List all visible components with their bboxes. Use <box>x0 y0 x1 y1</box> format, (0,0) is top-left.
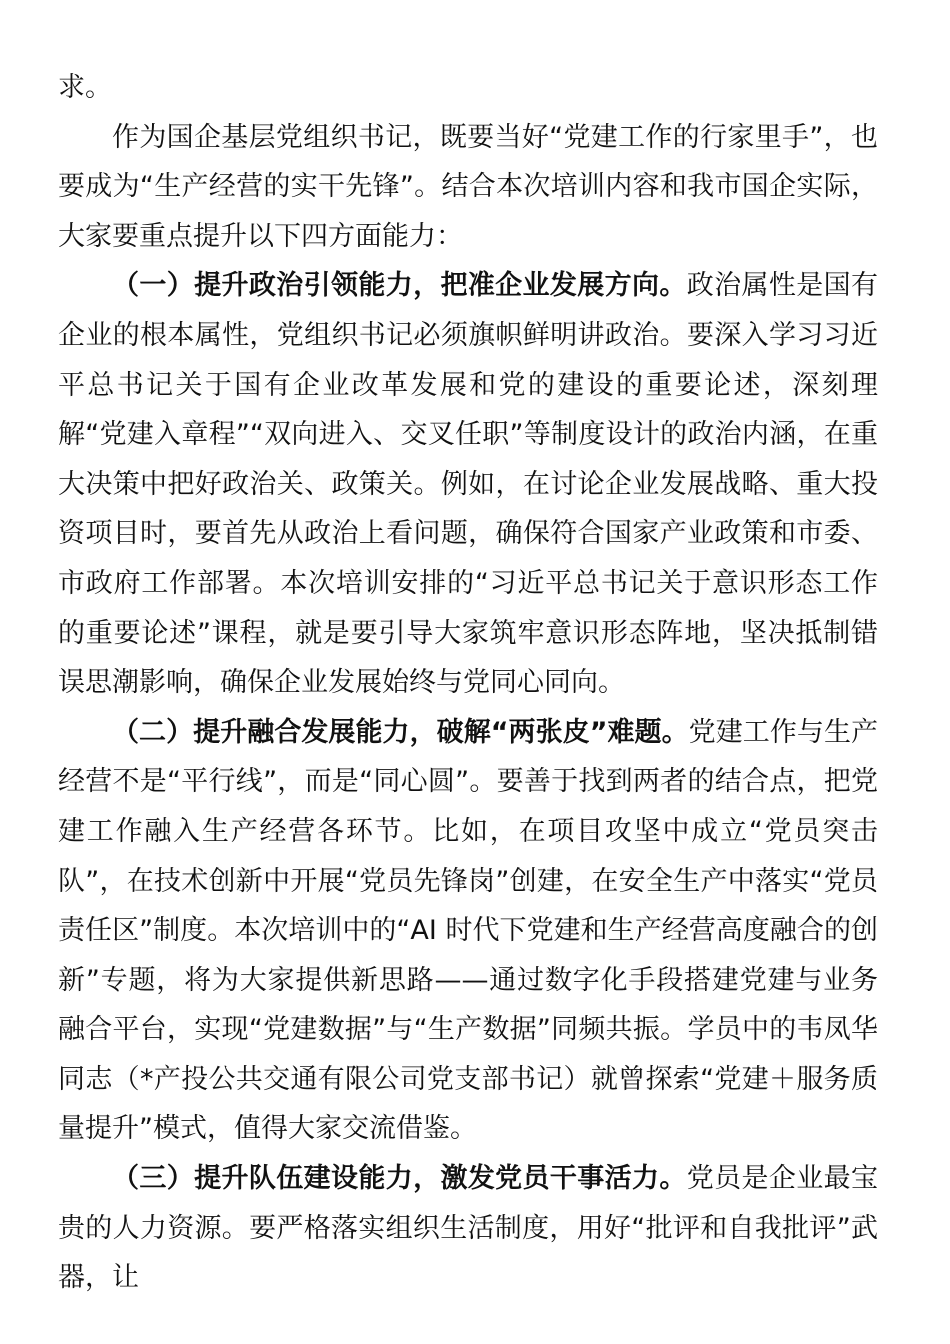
paragraph-2-text: 作为国企基层党组织书记，既要当好“党建工作的行家里手”，也要成为“生产经营的实干先锋”。结合本次培训内容和我市国企实际，大家要重点提升以下四方面能力： <box>58 121 878 252</box>
section-1-heading: （一）提升政治引领能力，把准企业发展方向。 <box>112 270 687 302</box>
document-page <box>58 63 878 1303</box>
section-2-heading: （二）提升融合发展能力，破解“两张皮”难题。 <box>112 716 689 748</box>
paragraph-1-text: 求。 <box>58 72 112 103</box>
section-1-text: 政治属性是国有企业的根本属性，党组织书记必须旗帜鲜明讲政治。要深入学习习近平总书记关于国有企业改革发展和党的建设的重要论述，深刻理解“党建入章程”“双向进入、交叉任职”等制度设计的政治内涵，在重大决策中把好政治关、政策关。例如，在讨论企业发展战略、重大投资项目时，要首先从政治上看问题，确保符合国家产业政策和市委、市政府工作部署。本次培训安排的“习近平总书记关于意识形态工作的重要论述”课程，就是要引导大家筑牢意识形态阵地，坚决抵制错误思潮影响，确保企业发展始终与党同心同向。 <box>58 270 879 699</box>
paragraph-2 <box>58 113 878 262</box>
paragraph-4 <box>58 708 878 1154</box>
section-3-text: 党员是企业最宝贵的人力资源。要严格落实组织生活制度，用好“批评和自我批评”武器，让 <box>58 1163 879 1294</box>
paragraph-3 <box>58 261 878 707</box>
section-3-heading: （三）提升队伍建设能力，激发党员干事活力。 <box>112 1163 687 1195</box>
section-2-text: 党建工作与生产经营不是“平行线”，而是“同心圆”。要善于找到两者的结合点，把党建工作融入生产经营各环节。比如，在项目攻坚中成立“党员突击队”，在技术创新中开展“党员先锋岗”创建，在安全生产中落实“党员责任区”制度。本次培训中的“AI 时代下党建和生产经营高度融合的创新”专题，将为大家提供新思路——通过数字化手段搭建党建与业务融合平台，实现“党建数据”与“生产数据”同频共振。学员中的韦凤华同志（*产投公共交通有限公司党支部书记）就曾探索“党建＋服务质量提升”模式，值得大家交流借鉴。 <box>58 716 878 1145</box>
paragraph-1 <box>58 63 878 113</box>
paragraph-5 <box>58 1154 878 1303</box>
